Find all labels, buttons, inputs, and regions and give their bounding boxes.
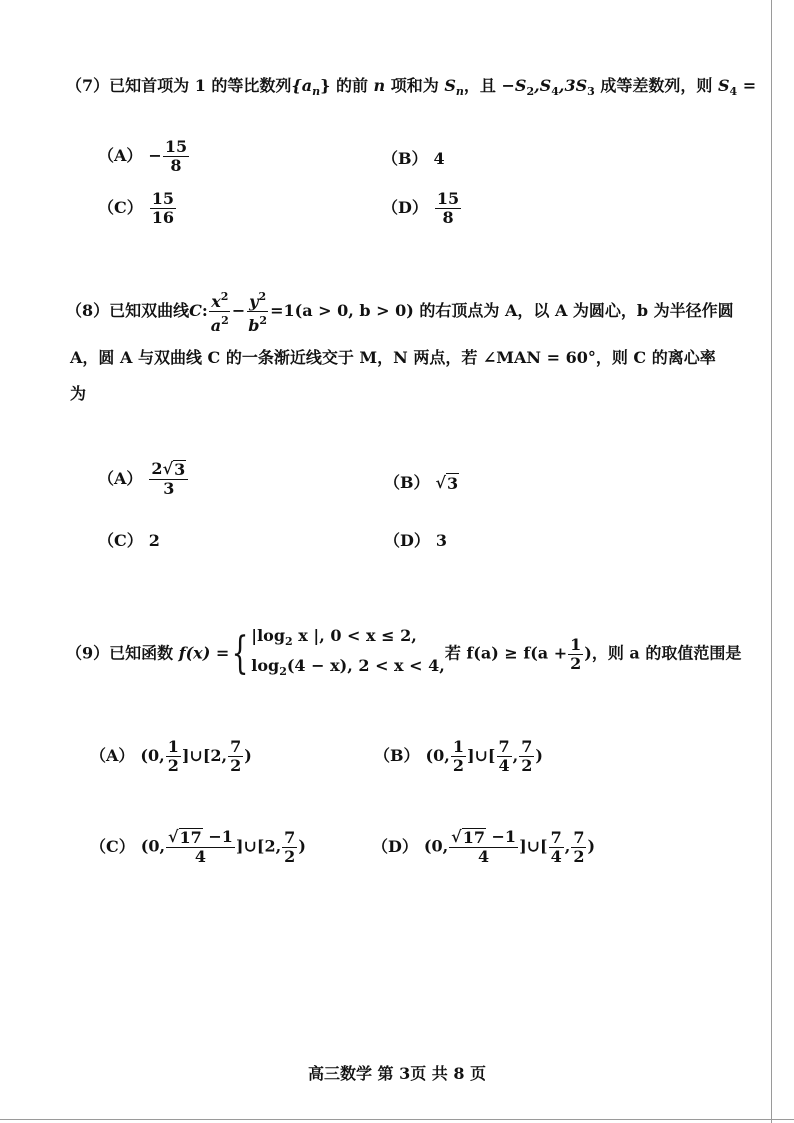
fraction: $\frac{15}{8}$ — [164, 137, 188, 175]
q8-stem-line3: 为 — [70, 384, 87, 403]
q7-stem: （7）已知首项为 1 的等比数列$\{a_n\}$ 的前 n 项和为 $S_n$，且 $-S_2,S_4,3S_3$ 成等差数列，则 $S_4$ = — [66, 76, 757, 98]
q9-option-d[interactable]: （D） (0, √ 17 −1 4 ]∪[ $\frac{7}{4}$ , $\frac{7}{2}$ ) — [372, 827, 596, 866]
page-edge-right — [771, 0, 772, 1123]
fraction: $\frac{15}{16}$ — [151, 189, 175, 227]
q7-option-c[interactable]: （C） $\frac{15}{16}$ — [98, 189, 175, 227]
q8-option-b[interactable]: （B） √ 3 — [384, 473, 459, 493]
q8-option-c[interactable]: （C） 2 — [98, 531, 160, 550]
q8-stem-line1: （8）已知双曲线C: $\frac{x^2}{a^2}$ − $\frac{y^2}{b^2}$ =1(a > 0, b > 0) 的右顶点为 A，以 A 为圆心，b 为半径作圆 — [66, 290, 734, 335]
piecewise-cases: $|\log_2$ x |, 0 < x ≤ 2, $\log_2(4 - x)$, 2 < x < 4, — [251, 626, 445, 678]
q8-stem-line2: A，圆 A 与双曲线 C 的一条渐近线交于 M，N 两点，若 ∠MAN = 60°，则 C 的离心率 — [70, 348, 716, 367]
q8-option-a[interactable]: （A） 2 √ 3 3 — [98, 460, 189, 498]
q9-option-c[interactable]: （C） (0, √ 17 −1 4 ]∪[2, $\frac{7}{2}$ ) — [90, 827, 306, 866]
page-footer: 高三数学 第 3页 共 8 页 — [307, 1064, 487, 1083]
q7-option-a[interactable]: （A） − $\frac{15}{8}$ — [98, 137, 188, 175]
fraction: 2 √ 3 3 — [149, 460, 188, 498]
page-edge-bottom — [0, 1119, 794, 1120]
q9-option-b[interactable]: （B） (0, $\frac{1}{2}$ ]∪[ $\frac{7}{4}$ , $\frac{7}{2}$ ) — [374, 737, 543, 775]
fraction: $\frac{15}{8}$ — [436, 189, 460, 227]
q8-option-d[interactable]: （D） 3 — [384, 531, 448, 550]
q9-option-a[interactable]: （A） (0, $\frac{1}{2}$ ]∪[2, $\frac{7}{2}$ ) — [90, 737, 252, 775]
q7-option-d[interactable]: （D） $\frac{15}{8}$ — [382, 189, 460, 227]
q9-stem: （9）已知函数 f(x) ={ $|\log_2$ x |, 0 < x ≤ 2, $\log_2(4 - x)$, 2 < x < 4, 若 f(a) ≥ f(a + $\frac{1}{2}$ )，则 a 的取值范围是 — [66, 624, 741, 684]
q7-option-b[interactable]: （B） 4 — [382, 149, 445, 168]
